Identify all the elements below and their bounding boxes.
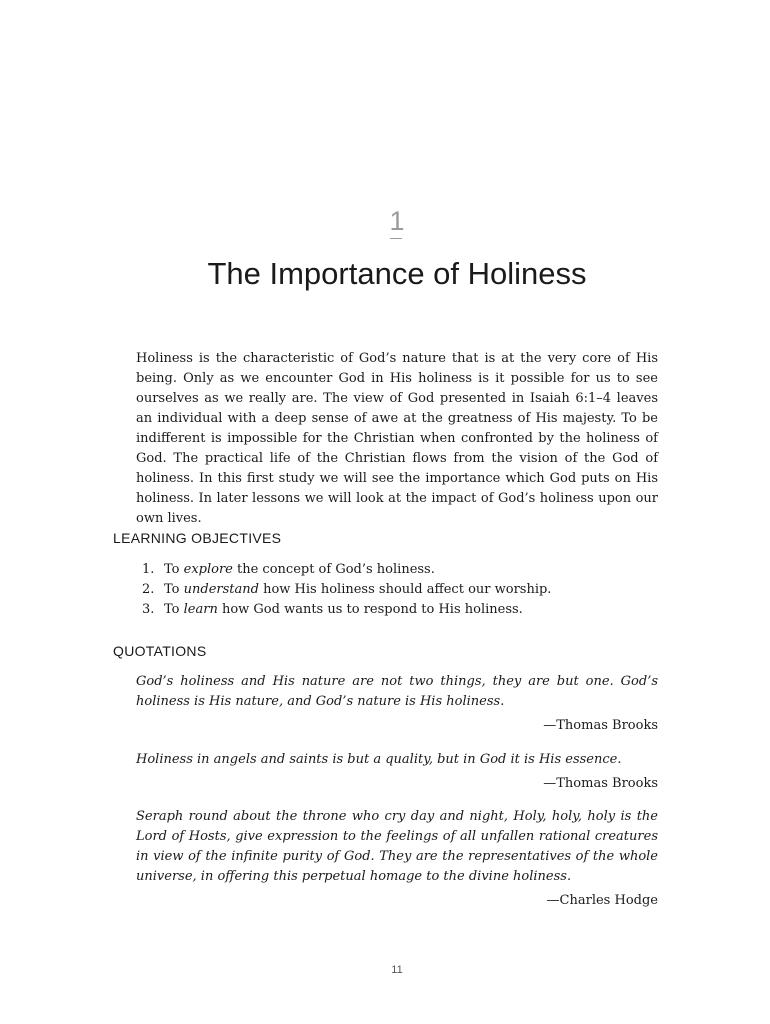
quotation-text: God’s holiness and His nature are not two things, they are but one. God’s holiness is His nature, and God’s nature is His holiness. (136, 674, 658, 709)
quotations-heading: QUOTATIONS (113, 643, 207, 659)
quotation-text: Seraph round about the throne who cry day and night, Holy, holy, holy is the Lord of Hosts, give expression to the feelings of all unfallen rational creatures in view of the infinite purity of God. They are the representatives of the whole universe, in offering this perpetual homage to the divine holiness. (136, 809, 658, 884)
objective-item (136, 580, 551, 600)
objective-number: 3. (142, 602, 155, 617)
objective-rest: the concept of God’s holiness. (232, 562, 435, 577)
objective-verb: explore (183, 562, 233, 577)
objective-rest: how God wants us to respond to His holiness. (217, 602, 523, 617)
objective-number: 1. (142, 562, 155, 577)
objective-item (136, 560, 551, 580)
objective-rest: how His holiness should affect our worship. (258, 582, 552, 597)
chapter-number-underline (390, 238, 402, 239)
objective-prefix: To (164, 602, 184, 617)
objective-prefix: To (164, 562, 184, 577)
quotation-author: —Thomas Brooks (543, 718, 658, 733)
objective-verb: understand (183, 582, 259, 597)
quotation-author: —Thomas Brooks (543, 776, 658, 791)
objective-verb: learn (183, 602, 218, 617)
quotation-text: Holiness in angels and saints is but a quality, but in God it is His essence. (136, 752, 622, 767)
objective-prefix: To (164, 582, 184, 597)
quotation-author: —Charles Hodge (546, 893, 658, 908)
objective-item (136, 600, 551, 620)
page-number: 11 (391, 964, 403, 976)
objective-number: 2. (142, 582, 155, 597)
intro-paragraph: Holiness is the characteristic of God’s nature that is at the very core of His being. Only as we encounter God in His holiness is it possible for us to see ourselves as we really are. The view of God presented in Isaiah 6:1–4 leaves an individual with a deep sense of awe at the greatness of His majesty. To be indifferent is impossible for the Christian when confronted by the holiness of God. The practical life of the Christian flows from the vision of the God of holiness. In this first study we will see the importance which God puts on His holiness. In later lessons we will look at the impact of God’s holiness upon our own lives. (136, 351, 658, 526)
objectives-list (136, 560, 551, 620)
learning-objectives-heading: LEARNING OBJECTIVES (113, 530, 282, 546)
chapter-number: 1 (389, 206, 405, 236)
chapter-title: The Importance of Holiness (207, 256, 587, 291)
